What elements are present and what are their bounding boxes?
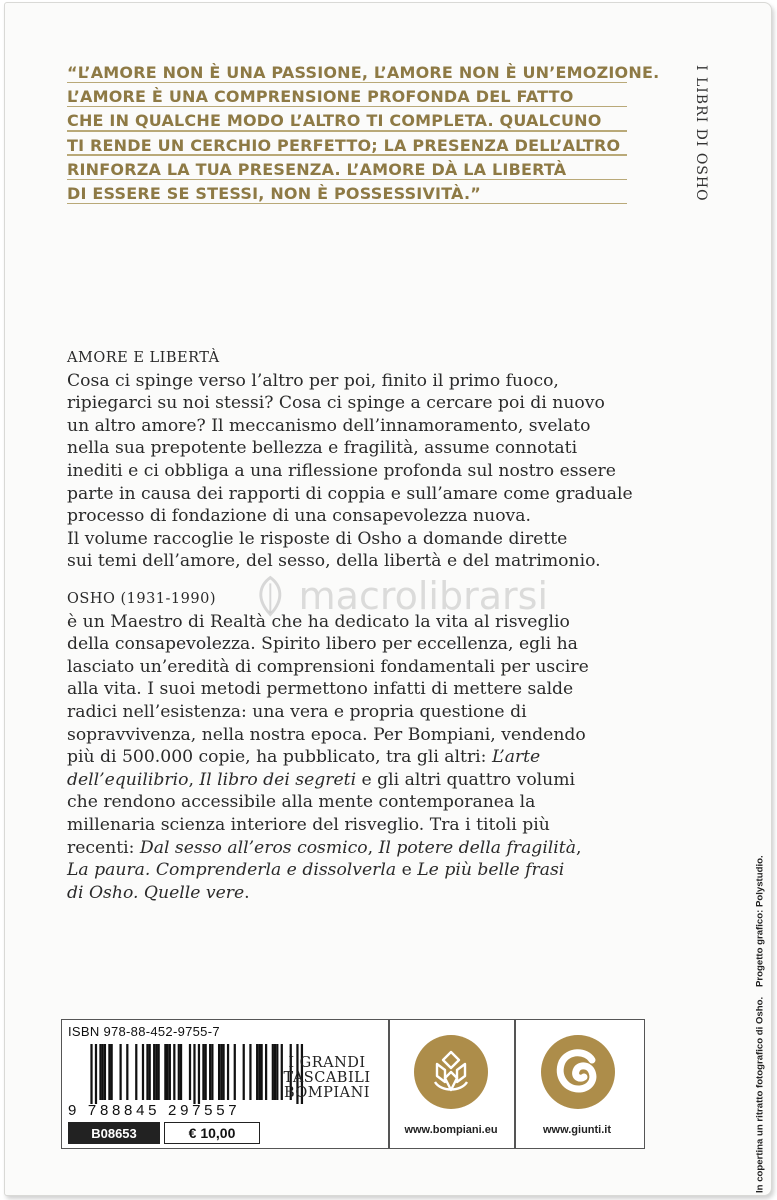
barcode-bar [256,1044,258,1100]
barcode-bar [180,1044,182,1100]
barcode-bar [205,1044,207,1100]
bio-line: della consapevolezza. Spirito libero per eccellenza, egli ha [67,634,578,655]
series-line: I GRANDI [288,1055,366,1071]
barcode-bar [142,1044,144,1100]
synopsis-title: AMORE E LIBERTÀ [67,350,220,366]
barcode-bar [158,1044,160,1100]
watermark-text: macrolibrarsi [298,574,548,618]
barcode-bar [193,1044,195,1104]
bio-line-text: più di 500.000 copie, ha pubblicato, tra gli altri: [67,747,487,768]
cover-photo-credit: In copertina un ritratto fotografico di Osho. [754,996,766,1193]
bio-line-text: . [244,882,250,903]
synopsis-line: Il volume raccoglie le risposte di Osho a domande dirette [67,528,568,549]
barcode-bar [135,1044,137,1100]
bio-line: millenaria scienza interiore del risveglio. Tra i titoli più [67,814,550,835]
barcode-bar [155,1044,157,1100]
barcode-bar [222,1044,224,1100]
barcode-bar [111,1044,113,1100]
isbn: ISBN 978-88-452-9755-7 [68,1024,220,1039]
quote-line: “L’AMORE NON È UNA PASSIONE, L’AMORE NON È UN’EMOZIONE. [67,61,627,85]
bio-line-text: , [367,837,379,858]
bio-line-text: , [188,769,200,790]
barcode-bar [126,1044,128,1100]
barcode-bar [198,1044,200,1104]
barcode-bar [234,1044,236,1100]
quote-line: DI ESSERE SE STESSI, NON È POSSESSIVITÀ.” [67,182,627,206]
bio-line: sopravvivenza, nella nostra epoca. Per Bompiani, vendendo [67,724,586,745]
bio-line [67,837,667,860]
bio-line: alla vita. I suoi metodi permettono infatti di mettere salde [67,679,574,700]
quote-line: TI RENDE UN CERCHIO PERFETTO; LA PRESENZA DELL’ALTRO [67,134,627,158]
barcode-bar [220,1044,222,1100]
footer-box [61,1019,645,1149]
barcode-bar [218,1044,220,1100]
bio-line: che rendono accessibile alla mente contemporanea la [67,792,536,813]
quote-line: CHE IN QUALCHE MODO L’ALTRO TI COMPLETA. QUALCUNO [67,109,627,133]
bio-line [67,859,667,882]
quote-line: L’AMORE È UNA COMPRENSIONE PROFONDA DEL FATTO [67,85,627,109]
design-credit: Progetto grafico: Polystudio. [754,855,766,987]
series-logo [277,1056,377,1101]
barcode-bar [108,1044,110,1100]
barcode-bar [202,1044,204,1100]
synopsis-line: sui temi dell’amore, del sesso, della libertà e del matrimonio. [67,551,601,572]
synopsis-line: ripiegarci su noi stessi? Cosa ci spinge a cercare poi di nuovo [67,393,605,414]
barcode-bar [173,1044,175,1100]
product-code-badge: B08653 [68,1122,160,1144]
book-back-cover [4,2,772,1196]
synopsis-line: nella sua prepotente bellezza e fragilità, assume connotati [67,438,578,459]
series-line: BOMPIANI [283,1085,371,1101]
bio-line [67,746,667,769]
bio-line: è un Maestro di Realtà che ha dedicato la vita al risveglio [67,611,570,632]
bio-line-text: recenti: [67,837,140,858]
barcode-bar [258,1044,260,1100]
barcode-bar [169,1044,171,1100]
barcode-bar [119,1044,121,1100]
barcode-bar [261,1044,263,1100]
barcode [68,1044,312,1104]
bompiani-logo-icon [413,1034,489,1110]
book-title: L’arte [491,747,541,768]
bio-line [67,882,667,905]
quote-line: RINFORZA LA TUA PRESENZA. L’AMORE DÀ LA LIBERTÀ [67,158,627,182]
giunti-logo-icon [540,1034,616,1110]
bio-line: lasciato un’eredità di comprensioni fondamentali per uscire [67,656,589,677]
synopsis-line: parte in causa dei rapporti di coppia e sull’amare come graduale [67,483,633,504]
barcode-bar [249,1044,251,1100]
barcode-bar [209,1044,211,1100]
barcode-bar [178,1044,180,1100]
series-spine-text: I LIBRI DI OSHO [693,65,709,202]
barcode-bar [166,1044,168,1100]
barcode-bar [90,1044,92,1104]
credits [742,818,772,1193]
giunti-url: www.giunti.it [542,1124,612,1136]
barcode-bar [153,1044,155,1100]
book-title: Il libro dei segreti [199,769,357,790]
bio-line [67,769,667,792]
barcode-bar [95,1044,97,1104]
author-bio [67,588,667,904]
barcode-bar [104,1044,106,1100]
synopsis-line: inediti e ci obbliga a una riflessione profonda sul nostro essere [67,460,616,481]
barcode-bar [227,1044,229,1100]
pull-quote [67,61,660,206]
book-title: Dal sesso all’eros cosmico [139,837,368,858]
synopsis-line: Cosa ci spinge verso l’altro per poi, finito il primo fuoco, [67,370,559,391]
book-title: Il potere della fragilità [378,837,576,858]
author-title: OSHO (1931-1990) [67,591,216,607]
barcode-bar [211,1044,213,1100]
synopsis-line: un altro amore? Il meccanismo dell’innamoramento, svelato [67,415,591,436]
synopsis-line: processo di fondazione di una consapevolezza nuova. [67,506,531,527]
bio-line-text: e [396,860,418,881]
barcode-bar [102,1044,104,1100]
barcode-bar [99,1044,101,1100]
barcode-bar [149,1044,151,1100]
synopsis [67,347,667,573]
bio-line: radici nell’esistenza: una vera e propria questione di [67,701,527,722]
barcode-bar [274,1044,276,1100]
bompiani-url: www.bompiani.eu [404,1124,498,1136]
barcode-bar [146,1044,148,1100]
barcode-bar [243,1044,245,1100]
book-title: di Osho. Quelle vere [67,882,245,903]
book-title: La paura. Comprenderla e dissolverla [67,860,397,881]
bio-line-text: , [575,837,582,858]
barcode-bar [164,1044,166,1100]
barcode-digits: 9 788845 297557 [68,1102,241,1119]
barcode-bar [265,1044,267,1100]
price-badge: € 10,00 [164,1122,260,1144]
book-title: Le più belle frasi [417,860,565,881]
series-line: TASCABILI [283,1070,371,1086]
barcode-bar [272,1044,274,1100]
bio-line-text: e gli altri quattro volumi [356,769,576,790]
book-title: dell’equilibrio [67,769,189,790]
barcode-bar [189,1044,191,1100]
